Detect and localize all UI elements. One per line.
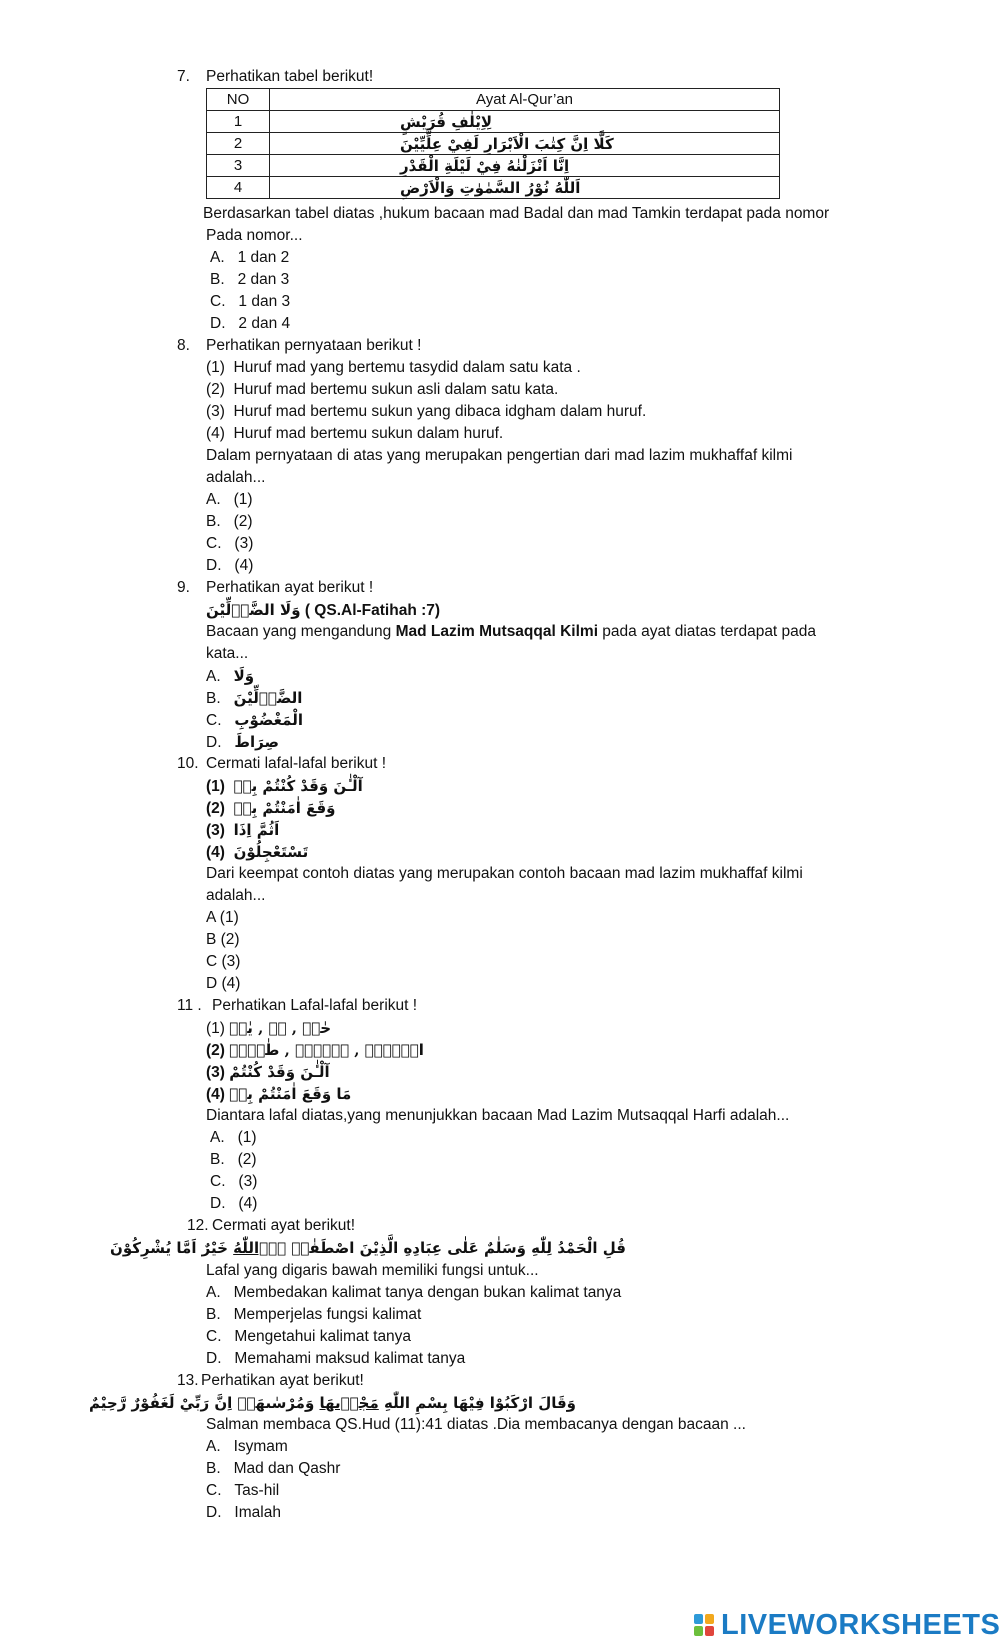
item-arabic: آلْـٰٔنَ وَقَدْ كُنْتُمْ بِهٖ <box>233 777 363 795</box>
q9-question-line2: kata... <box>206 645 249 662</box>
q11-option-a[interactable]: A. (1) <box>210 1129 257 1146</box>
q11-option-c[interactable]: C. (3) <box>210 1173 258 1190</box>
q7-prompt: Perhatikan tabel berikut! <box>206 68 374 85</box>
item-arabic: تَسْتَعْجِلُوْنَ <box>233 843 309 861</box>
q8-question-line1: Dalam pernyataan di atas yang merupakan pengertian dari mad lazim mukhaffaf kilmi <box>206 447 793 464</box>
logo-square <box>705 1614 714 1624</box>
q12-prompt: Cermati ayat berikut! <box>212 1217 355 1234</box>
table-cell-no: 4 <box>207 177 270 199</box>
q13-verse-part: وَمُرْسٰىهَاۗ اِنَّ رَبِّيْ لَغَفُوْرٌ رَّحِيْمٌ <box>89 1394 320 1412</box>
q9-option-a[interactable] <box>206 666 254 687</box>
option-arabic: صِرَاطَ <box>234 733 279 751</box>
q9-prompt: Perhatikan ayat berikut ! <box>206 579 374 596</box>
q8-statement-1: (1) Huruf mad yang bertemu tasydid dalam satu kata . <box>206 359 581 376</box>
table-row <box>207 133 780 155</box>
item-number: (4) <box>206 1086 225 1103</box>
q10-option-b[interactable]: B (2) <box>206 931 240 948</box>
table-cell-ayat: لِاِيْلٰفِ قُرَيْشٍ <box>270 111 780 133</box>
logo-wordmark: LIVEWORKSHEETS <box>721 1609 1000 1641</box>
q10-item-3 <box>206 820 279 841</box>
q9-verse-arabic: وَلَا الضَّاۤلِّيْنَ <box>206 601 301 619</box>
q11-item-1 <box>206 1018 331 1039</box>
logo-square <box>705 1626 714 1636</box>
q11-item-2 <box>206 1040 424 1061</box>
q11-number: 11 . <box>177 997 202 1014</box>
item-number: (1) <box>206 1020 225 1037</box>
q7-option-b[interactable]: B. 2 dan 3 <box>210 271 290 288</box>
q13-verse-part: وَقَالَ ارْكَبُوْا فِيْهَا بِسْمِ اللّٰهِ <box>378 1394 576 1412</box>
logo-square <box>694 1626 703 1636</box>
table-cell-ayat: اِنَّا اَنْزَلْنٰهُ فِيْ لَيْلَةِ الْقَدْرِ <box>270 155 780 177</box>
q13-option-b[interactable]: B. Mad dan Qashr <box>206 1460 341 1477</box>
q11-item-4 <box>206 1084 351 1105</box>
table-cell-no: 2 <box>207 133 270 155</box>
item-number: (1) <box>206 778 225 795</box>
q10-number: 10. <box>177 755 199 772</box>
q12-number: 12. <box>187 1217 209 1234</box>
q8-question-line2: adalah... <box>206 469 266 486</box>
q11-option-b[interactable]: B. (2) <box>210 1151 257 1168</box>
q8-option-d[interactable]: D. (4) <box>206 557 254 574</box>
option-arabic: الْمَغْضُوْبِ <box>234 711 303 729</box>
q13-option-c[interactable]: C. Tas-hil <box>206 1482 280 1499</box>
q9-option-c[interactable] <box>206 710 303 731</box>
q12-option-b[interactable]: B. Memperjelas fungsi kalimat <box>206 1306 422 1323</box>
q9-verse-ref: ( QS.Al-Fatihah :7) <box>304 602 441 619</box>
q8-option-c[interactable]: C. (3) <box>206 535 254 552</box>
item-arabic: وَقَعَ اٰمَنْتُمْ بِهٖ <box>233 799 336 817</box>
q11-item-3 <box>206 1062 330 1083</box>
q11-prompt: Perhatikan Lafal-lafal berikut ! <box>212 997 418 1014</box>
q13-verse <box>89 1393 576 1413</box>
item-arabic: حٰمۤ , قۤ , يٰسۤ <box>229 1019 332 1037</box>
q7-option-c[interactable]: C. 1 dan 3 <box>210 293 291 310</box>
q13-option-d[interactable]: D. Imalah <box>206 1504 281 1521</box>
q13-verse-underlined: مَجْرٖىهَا <box>319 1394 379 1412</box>
q9-option-d[interactable] <box>206 732 279 753</box>
q7-table <box>206 88 780 199</box>
q7-number: 7. <box>177 68 190 85</box>
q10-option-d[interactable]: D (4) <box>206 975 241 992</box>
q9-question-bold: Mad Lazim Mutsaqqal Kilmi <box>395 623 598 640</box>
item-arabic: مَا وَقَعَ اٰمَنْتُمْ بِهٖ <box>229 1085 352 1103</box>
q7-question-line2: Pada nomor... <box>206 227 303 244</box>
q8-statement-3: (3) Huruf mad bertemu sukun yang dibaca idgham dalam huruf. <box>206 403 647 420</box>
q10-option-a[interactable]: A (1) <box>206 909 239 926</box>
q12-option-d[interactable]: D. Memahami maksud kalimat tanya <box>206 1350 466 1367</box>
item-number: (3) <box>206 1064 225 1081</box>
option-letter: C. <box>206 712 222 729</box>
table-row <box>207 111 780 133</box>
q12-option-c[interactable]: C. Mengetahui kalimat tanya <box>206 1328 412 1345</box>
q9-option-b[interactable] <box>206 688 302 709</box>
logo-mark-icon <box>694 1614 716 1638</box>
q9-question-post: pada ayat diatas terdapat pada <box>598 623 817 640</box>
table-row <box>207 177 780 199</box>
q10-question-line1: Dari keempat contoh diatas yang merupakan contoh bacaan mad lazim mukhaffaf kilmi <box>206 865 803 882</box>
q8-statement-2: (2) Huruf mad bertemu sukun asli dalam satu kata. <box>206 381 559 398</box>
option-letter: A. <box>206 668 221 685</box>
q9-question-pre: Bacaan yang mengandung <box>206 623 396 640</box>
table-cell-no: 1 <box>207 111 270 133</box>
q10-item-2 <box>206 798 336 819</box>
q8-option-b[interactable]: B. (2) <box>206 513 253 530</box>
q8-option-a[interactable]: A. (1) <box>206 491 253 508</box>
item-arabic: الۤمۤصۤ , عۤسۤقۤ , طٰسۤمۤ <box>229 1041 424 1059</box>
q13-prompt: Perhatikan ayat berikut! <box>201 1372 364 1389</box>
logo-square <box>694 1614 703 1624</box>
q8-statement-4: (4) Huruf mad bertemu sukun dalam huruf. <box>206 425 504 442</box>
q9-question-line1 <box>206 622 816 642</box>
q9-number: 9. <box>177 579 190 596</box>
table-cell-ayat: اَللّٰهُ نُوْرُ السَّمٰوٰتِ وَالْاَرْضِ <box>270 177 780 199</box>
item-number: (2) <box>206 1042 225 1059</box>
q12-verse <box>110 1238 626 1258</box>
item-arabic: اَثُمَّ اِذَا <box>233 821 280 839</box>
q13-question: Salman membaca QS.Hud (11):41 diatas .Dia membacanya dengan bacaan ... <box>206 1416 746 1433</box>
q12-question: Lafal yang digaris bawah memiliki fungsi untuk... <box>206 1262 539 1279</box>
table-cell-ayat: كَلَّا اِنَّ كِتٰبَ الْاَبْرَارِ لَفِيْ عِلِّيِّيْنَ <box>270 133 780 155</box>
q7-option-d[interactable]: D. 2 dan 4 <box>210 315 291 332</box>
q10-item-1 <box>206 776 363 797</box>
table-header-ayat: Ayat Al-Qur’an <box>270 89 780 111</box>
q9-verse <box>206 600 440 621</box>
item-number: (3) <box>206 822 225 839</box>
q12-verse-part: قُلِ الْحَمْدُ لِلّٰهِ وَسَلٰمٌ عَلٰى عِبَادِهِ الَّذِيْنَ اصْطَفٰىۗ <box>286 1239 626 1257</box>
q7-option-a[interactable]: A. 1 dan 2 <box>210 249 290 266</box>
option-arabic: الضَّاۤلِّيْنَ <box>233 689 303 707</box>
option-letter: D. <box>206 734 222 751</box>
q7-question-line1: Berdasarkan tabel diatas ,hukum bacaan mad Badal dan mad Tamkin terdapat pada nomor <box>203 205 830 222</box>
table-header-no: NO <box>207 89 270 111</box>
liveworksheets-logo <box>694 1609 1000 1642</box>
q10-option-c[interactable]: C (3) <box>206 953 241 970</box>
q12-option-a[interactable]: A. Membedakan kalimat tanya dengan bukan kalimat tanya <box>206 1284 622 1301</box>
table-cell-no: 3 <box>207 155 270 177</box>
q8-prompt: Perhatikan pernyataan berikut ! <box>206 337 422 354</box>
q13-option-a[interactable]: A. Isymam <box>206 1438 288 1455</box>
q10-prompt: Cermati lafal-lafal berikut ! <box>206 755 387 772</box>
option-letter: B. <box>206 690 221 707</box>
q11-option-d[interactable]: D. (4) <box>210 1195 258 1212</box>
q10-question-line2: adalah... <box>206 887 266 904</box>
q11-question: Diantara lafal diatas,yang menunjukkan bacaan Mad Lazim Mutsaqqal Harfi adalah... <box>206 1107 790 1124</box>
item-number: (4) <box>206 844 225 861</box>
q8-number: 8. <box>177 337 190 354</box>
item-arabic: آلْـٰٔنَ وَقَدْ كُنْتُمْ <box>229 1063 330 1081</box>
option-arabic: وَلَا <box>233 667 255 685</box>
q10-item-4 <box>206 842 308 863</box>
q12-verse-part: خَيْرٌ اَمَّا يُشْرِكُوْنَ <box>110 1239 234 1257</box>
item-number: (2) <box>206 800 225 817</box>
table-header-row <box>207 89 780 111</box>
q13-number: 13. <box>177 1372 199 1389</box>
table-row <box>207 155 780 177</box>
q12-verse-underlined: ءٰۤاللّٰهُ <box>233 1239 287 1257</box>
